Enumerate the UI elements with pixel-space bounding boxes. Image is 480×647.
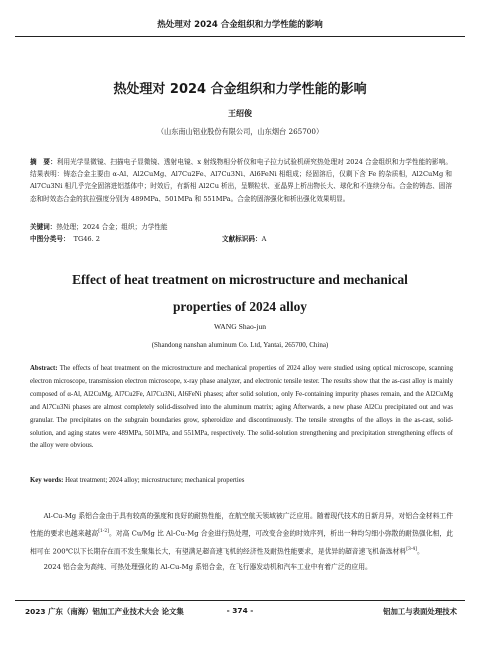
en-keywords-text: Heat treatment; 2024 alloy; microstructure; mechanical properties [65,477,245,484]
body-paragraph-1-text: Al-Cu-Mg 系铝合金由于具有较高的强度和良好的耐热性能，在航空航天领域被广泛应用。随着现代技术的日新月异，对铝合金材料工件性能的要求也越来越高 [30,512,453,538]
footer-section: 铝加工与表面处理技术 [383,607,457,616]
cn-doc-label: 文献标识码： [222,235,262,243]
footer-proceedings: 2023 广东（南海）铝加工产业技术大会 论文集 [25,607,184,616]
cn-abstract-text: 利用光学显微镜、扫描电子显微镜、透射电镜、x 射线物相分析仪和电子拉力试验机研究热处理对 2024 合金组织和力学性能的影响。结果表明：铸态合金主要由 α-Al、Al2CuMg、Al7Cu2Fe、Al7Cu3Ni、Al6FeNi 相组成；经固溶后，仅剩下含 Fe 的杂质相，Al2CuMg 和 Al7Cu3Ni 相几乎完全固溶进铝基体中；时效后，有新相 Al2Cu 析出，呈颗粒状、亚晶界上析出物长大、球化和不连续分布。合金的铸态、固溶态和时效态合金的抗拉强度分别为 489MPa、501MPa 和 551MPa。合金的固溶强化和析出强化效果明显。 [30,158,452,203]
cn-affiliation: （山东南山铝业股份有限公司，山东烟台 265700） [156,127,324,136]
cn-abstract-label: 摘 要： [30,158,57,166]
cn-author: 王绍俊 [228,108,252,118]
page-number: - 374 - [226,606,254,615]
cn-class-label: 中图分类号： [30,235,70,243]
en-author: WANG Shao-jun [213,322,267,331]
citation-ref: [3-4] [406,546,417,552]
cn-classification [30,233,452,245]
body-paragraph-1 [30,508,453,559]
body-paragraph-1-end: 。 [416,546,424,555]
page-footer [15,600,465,616]
en-keywords-label: Key words: [30,477,64,484]
cn-abstract [30,156,452,205]
en-abstract-label: Abstract: [30,365,58,372]
body-paragraph-1-cont: 。对高 Cu/Mg 比 Al-Cu-Mg 合金进行热处理，可改变合金的时效序列，析出一种均匀细小弥散的耐热强化相，此相可在 200℃以下长期存在而不发生聚集长大，有望满足超音速飞机的经济性及耐热性能要求，是优异的超音速飞机备选材料 [30,529,453,555]
cn-doc-value: A [261,235,267,243]
en-abstract-text: The effects of heat treatment on the microstructure and mechanical properties of 2024 alloy were studied using optical microscope, scanning electron microscope, transmission electron microscope, x-ray phase analyzer, and electronic tensile tester. The results show that the as-cast alloy is mainly composed of α-Al, Al2CuMg, Al7Cu2Fe, Al7Cu3Ni, Al6FeNi phases; after solid solution, only Fe-containing impurity phases remain, and the Al2CuMg and Al7Cu3Ni phases are almost completely solid-dissolved into the aluminum matrix; aging Afterwards, a new phase Al2Cu precipitated out and was granular. The precipitates on the subgrain boundaries grow, spheroidize and discontinuously. The tensile strengths of the alloys in the as-cast, solid-solution, and aging states were 489MPa, 501MPa, and 551MPa, respectively. The solid-solution strengthening and precipitation strengthening effects of the alloy were obvious. [30,365,453,450]
cn-title: 热处理对 2024 合金组织和力学性能的影响 [113,82,367,97]
en-keywords [30,475,453,488]
body-paragraph-2: 2024 铝合金为高纯、可热处理强化的 Al-Cu-Mg 系铝合金，在飞行器发动机和汽车工业中有着广泛的应用。 [43,563,372,572]
cn-keywords [30,221,452,233]
en-abstract [30,363,453,453]
cn-class-value: TG46. 2 [73,235,101,243]
body-text [30,508,453,575]
citation-ref: [1-2] [98,529,109,535]
en-title-line2: properties of 2024 alloy [172,299,308,314]
en-affiliation: (Shandong nanshan aluminum Co. Ltd, Yantai, 265700, China) [151,341,329,349]
en-title [0,266,480,320]
cn-keywords-text: 热处理；2024 合金；组织；力学性能 [56,223,168,231]
running-head: 热处理对 2024 合金组织和力学性能的影响 [15,14,465,37]
cn-keywords-label: 关键词： [30,223,57,231]
cn-doc-code [222,233,266,245]
en-title-line1: Effect of heat treatment on microstructure and mechanical [72,272,408,287]
